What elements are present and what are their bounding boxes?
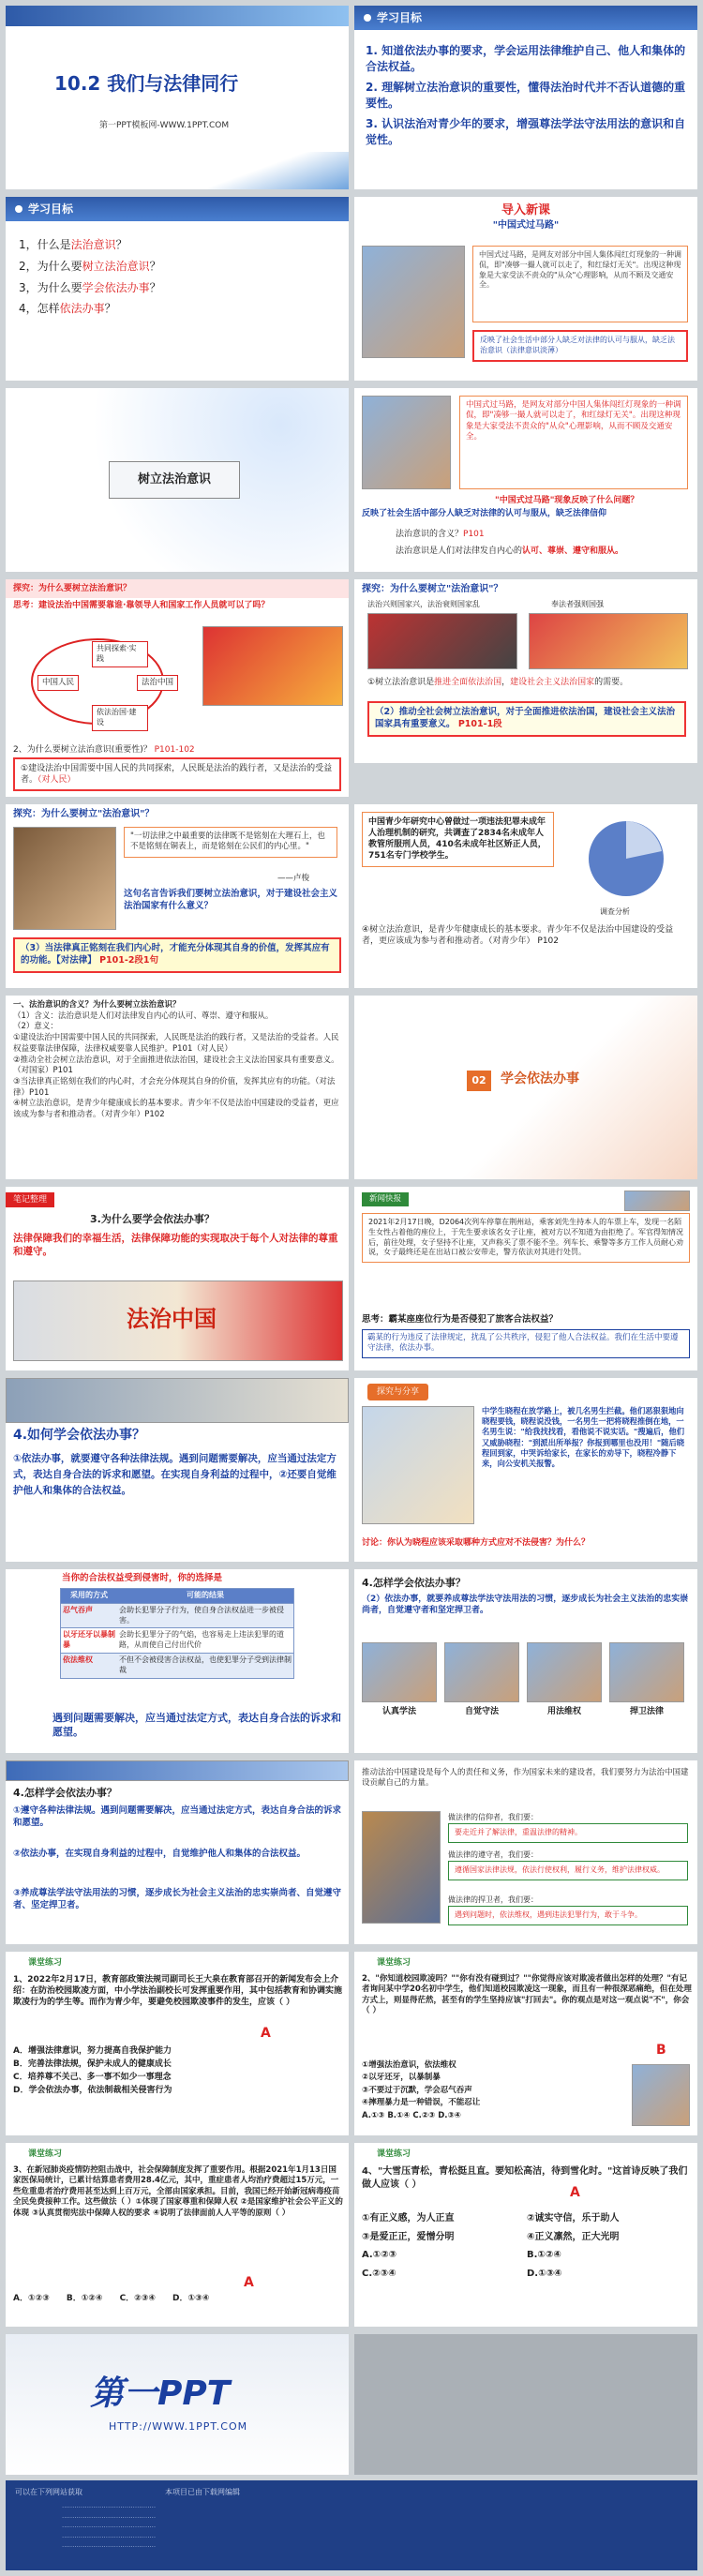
header-photo bbox=[6, 1760, 349, 1781]
how-question: 4.怎样学会依法办事？ bbox=[362, 1577, 466, 1589]
intro-quote: 中国式过马路，是网友对部分中国人集体闯红灯现象的一种调侃，即"凑够一撮人就可以走了，和红绿灯无关"。出现这种现象是大家受法不责众的"从众"心理影响，从而不顾及交通安全。 bbox=[472, 246, 688, 322]
rousseau-author: ——卢梭 bbox=[277, 874, 310, 883]
slide-title bbox=[6, 6, 349, 189]
goal-item: 2. 理解树立法治意识的重要性，懂得法治时代并不否认道德的重要性。 bbox=[366, 80, 686, 111]
slide-exercise-1 bbox=[6, 1952, 349, 2135]
summary-line: ①建设法治中国需要中国人民的共同探索，人民既是法治的践行者，又是法治的受益者。人民权益要靠法律保障，法律权威要靠人民维护。P101（对人民） bbox=[13, 1033, 339, 1054]
story-cartoon bbox=[362, 1406, 474, 1524]
leader-photo bbox=[367, 613, 517, 669]
news-think: 思考：霸某座座位行为是否侵犯了旅客合法权益？ bbox=[362, 1314, 559, 1325]
slide-section-2 bbox=[354, 996, 697, 1179]
question-2: 法治意识的含义？P101 bbox=[396, 530, 485, 539]
slide-how-1 bbox=[6, 1378, 349, 1562]
question-item: 4，怎样依法办事？ bbox=[19, 302, 116, 316]
survey-pie bbox=[570, 814, 682, 907]
title-bar bbox=[6, 6, 349, 26]
how-point-3: ③养成尊法学法守法用法的习惯，逐步成长为社会主义法治的忠实崇尚者、自觉遵守者、坚定捍卫者。 bbox=[13, 1888, 342, 1910]
why-question: 3.为什么要学会依法办事？ bbox=[90, 1213, 215, 1225]
option-1[interactable]: ①增强法治意识，依法维权 bbox=[362, 2060, 456, 2070]
survey-answer: ④树立法治意识，是青少年健康成长的基本要求。青少年不仅是法治中国建设的受益者，更应该成为参与者和推动者。（对青少年） P102 bbox=[362, 925, 674, 947]
exercise-answer: A bbox=[244, 2275, 254, 2290]
story-question: 讨论：你认为晓程应该采取哪种方式应对不法侵害？为什么？ bbox=[362, 1538, 591, 1548]
slide-subtitle: 第一PPT模板网-WWW.1PPT.COM bbox=[99, 121, 230, 130]
img-learn bbox=[362, 1642, 437, 1702]
build-intro: 推动法治中国建设是每个人的责任和义务，作为国家未来的建设者，我们要努力为法治中国建设贡献自己的力量。 bbox=[362, 1768, 689, 1789]
answer-1: 反映了社会生活中部分人缺乏对法律的认可与服从，缺乏法律信仰 bbox=[362, 509, 607, 518]
story-text: 中学生晓程在放学路上，被几名男生拦截。他们恶狠狠地向晓程要钱，晓程说没钱，一名男生一把将晓程推倒在地，一名男生说："给我找找看，看他说不说实话。"搜遍后，他们又威胁晓程："到派出所举报？你报到哪里也没用！"随后晓程回到家，中哭诉给家长，在家长的劝导下，晓程冷静下来，向公安机关报警。 bbox=[482, 1406, 685, 1468]
exercise-question: 1、2022年2月17日，教育部政策法规司副司长王大泉在教育部召开的新闻发布会上介绍：在防治校园欺凌方面，中小学法治副校长可发挥重要作用，其中包括教育和协调实施欺凌行为的学生等。而作为青少年，要避免校园欺凌事件的发生，应该（ ） bbox=[13, 1975, 343, 2008]
exercise-tag: 课堂练习 bbox=[28, 1958, 63, 1968]
exercise-question: 4、"大雪压青松，青松挺且直。要知松高洁，待到雪化时。"这首诗反映了我们做人应该（ ） bbox=[362, 2166, 688, 2190]
node-china: 法治中国 bbox=[137, 675, 178, 691]
label-learn: 认真学法 bbox=[381, 1707, 416, 1716]
brand-url: HTTP://WWW.1PPT.COM bbox=[109, 2420, 248, 2433]
option-1[interactable]: ①有正义感，为人正直 bbox=[362, 2213, 455, 2224]
a-importance: ①建设法治中国需要中国人民的共同探索，人民既是法治的践行者，又是法治的受益者。（对人民） bbox=[13, 757, 341, 791]
build-item: 做法律的捍卫者，我们要： 遇到问题时，依法维权，遇到违法犯罪行为，敢于斗争。 bbox=[448, 1895, 688, 1925]
label-obey: 自觉守法 bbox=[464, 1707, 499, 1716]
rousseau-quote: "一切法律之中最重要的法律既不是铭刻在大理石上，也不是铭刻在铜表上，而是铭刻在公民们的内心里。" bbox=[124, 827, 337, 858]
slide-rousseau bbox=[6, 804, 349, 988]
question-1: "中国式过马路"现象反映了什么问题？ bbox=[495, 496, 639, 505]
slide-summary-1 bbox=[6, 996, 349, 1179]
table-row: 依法维权 不但不会被侵害合法权益，也使犯罪分子受到法律制裁 bbox=[61, 1653, 293, 1678]
tiananmen-photo bbox=[529, 613, 688, 669]
table-row: 以牙还牙以暴制暴 会助长犯罪分子的气焰，也容易走上违法犯罪的道路，从而使自己付出代价 bbox=[61, 1627, 293, 1653]
question-item: 2，为什么要树立法治意识？ bbox=[19, 259, 161, 273]
crosswalk-photo bbox=[362, 396, 451, 489]
option-2[interactable]: ②以牙还牙，以暴制暴 bbox=[362, 2073, 441, 2083]
story-tag: 探究与分享 bbox=[367, 1384, 428, 1400]
rousseau-question: 这句名言告诉我们要树立法治意识，对于建设社会主义法治国家有什么意义？ bbox=[124, 889, 338, 911]
section-label: 树立法治意识 bbox=[109, 461, 240, 499]
ad-footer bbox=[6, 2480, 697, 2570]
slide-goals bbox=[354, 6, 697, 189]
rousseau-portrait bbox=[13, 827, 116, 930]
point-2: （2）推动全社会树立法治意识，对于全面推进依法治国，建设社会主义法治国家具有重要意义。 P101-1段 bbox=[367, 701, 686, 737]
summary-line: （2）意义： bbox=[13, 1022, 58, 1032]
table-row: 忍气吞声 会助长犯罪分子行为，使自身合法权益进一步被侵害。 bbox=[61, 1603, 293, 1628]
slide-story bbox=[354, 1378, 697, 1562]
slide-how-3 bbox=[6, 1760, 349, 1944]
rally-photo bbox=[202, 626, 343, 706]
answer-strip bbox=[6, 741, 349, 797]
decoration bbox=[208, 152, 349, 189]
survey-text: 中国青少年研究中心曾做过一项违法犯罪未成年人治理机制的研究，共调查了2834名未成年人教管所服刑人员，410名未成年社区矫正人员，751名专门学校学生。 bbox=[362, 812, 554, 867]
option-d[interactable]: D．学会依法办事，依法制裁相关侵害行为 bbox=[13, 2086, 172, 2096]
how-answer: （2）依法办事，就要养成尊法学法守法用法的习惯，逐步成长为社会主义法治的忠实崇尚者，自觉遵守者和坚定捍卫者。 bbox=[362, 1595, 689, 1616]
intro-answer: 反映了社会生活中部分人缺乏对法律的认可与服从，缺乏法治意识（法律意识淡薄） bbox=[472, 330, 688, 362]
choice-conclusion: 遇到问题需要解决，应当通过法定方式，表达自身合法的诉求和愿望。 bbox=[52, 1712, 341, 1738]
label-defend: 用法维权 bbox=[546, 1707, 581, 1716]
slide-exercise-2 bbox=[354, 1952, 697, 2135]
slide-choice bbox=[6, 1569, 349, 1753]
col-head: 采用的方式 bbox=[70, 1591, 108, 1599]
slide-section-1 bbox=[6, 388, 349, 572]
col-head: 可能的结果 bbox=[187, 1591, 224, 1599]
option-d[interactable]: D.①③④ bbox=[527, 2268, 562, 2279]
law-banner-text: 法治中国 bbox=[127, 1306, 217, 1332]
news-text: 2021年2月17日晚，D2064次列车停靠在荆州站，乘客刘先生持本人的车票上车，发现一名陌生女性占着他的座位上，于先生要求该名女子让座，被对方以不知道为由拒绝了。军官得知情况后，前往处理，女子坚持不让座，又声称买了票不能不坐。列车长、乘警等多方工作人员耐心劝说，女子最终还是在出站口被公安带走，警方依法对其进行处罚。 bbox=[362, 1213, 690, 1263]
exercise-tag: 课堂练习 bbox=[28, 2149, 63, 2159]
how-answer: ①依法办事，就要遵守各种法律法规。遇到问题需要解决，应当通过法定方式，表达自身合法的诉求和愿望。在实现自身利益的过程中，②还要自觉维护他人和集体的合法权益。 bbox=[13, 1453, 337, 1496]
choice-table bbox=[60, 1588, 294, 1679]
exercise-answer: A bbox=[570, 2185, 580, 2200]
img-uphold-law bbox=[609, 1642, 684, 1702]
intro-sub: "中国式过马路" bbox=[492, 219, 560, 231]
slide-news bbox=[354, 1187, 697, 1370]
summary-line: 一、法治意识的含义？为什么要树立法治意识？ bbox=[13, 1000, 181, 1010]
option-d[interactable]: D．①③④ bbox=[172, 2294, 210, 2303]
pie-label: 调查分析 bbox=[600, 907, 630, 916]
why-answer: 法律保障我们的幸福生活，法律保障功能的实现取决于每个人对法律的尊重和遵守。 bbox=[13, 1233, 338, 1258]
ad-gray-panel bbox=[354, 2334, 697, 2475]
crossing-quote: 中国式过马路，是网友对部分中国人集体闯红灯现象的一种调侃，即"凑够一撮人就可以走了，和红绿灯无关"。出现这种现象是大家受法不责众的"从众"心理影响，从而不顾及交通安全。 bbox=[459, 396, 688, 489]
exercise-answer: B bbox=[656, 2043, 666, 2058]
option-c[interactable]: C.②③④ bbox=[362, 2268, 396, 2279]
summary-line: ③当法律真正铭刻在我们的内心时，才会充分体现其自身的价值，发挥其应有的功能。（对法律）P101 bbox=[13, 1077, 336, 1098]
slide-exercise-4 bbox=[354, 2143, 697, 2327]
option-b[interactable]: B．完善法律法规，保护未成人的健康成长 bbox=[13, 2059, 172, 2070]
slide-build bbox=[354, 1760, 697, 1944]
option-a[interactable]: A.①②③ bbox=[362, 2250, 397, 2260]
exercise-tag: 课堂练习 bbox=[377, 1958, 411, 1968]
exercise-tag: 课堂练习 bbox=[377, 2149, 411, 2159]
summary-line: ④树立法治意识，是青少年健康成长的基本要求。青少年不仅是法治中国建设的受益者，更应该成为参与者和推动者。（对青少年）P102 bbox=[13, 1099, 339, 1120]
dome-photo bbox=[6, 1378, 349, 1423]
footer-col2: 本项目已由下载网编辑 bbox=[165, 2488, 240, 2496]
slide-intro bbox=[354, 197, 697, 381]
build-item: 做法律的遵守者，我们要： 遵循国家法律法规，依法行使权利，履行义务，维护法律权威。 bbox=[448, 1850, 688, 1880]
option-c[interactable]: C．培养尊不关己、多一事不如少一事理念 bbox=[13, 2073, 172, 2083]
caption-2: 奉法者强则国强 bbox=[551, 600, 604, 608]
rousseau-answer: （3）当法律真正铭刻在我们内心时，才能充分体现其自身的价值，发挥其应有的功能。【对法律】 P101-2段1句 bbox=[13, 937, 341, 973]
option-choices[interactable]: A.①③ B.①④ C.②③ D.③④ bbox=[362, 2110, 461, 2120]
how-question: 4.怎样学会依法办事？ bbox=[13, 1787, 117, 1799]
label-uphold: 捍卫法律 bbox=[629, 1707, 664, 1716]
option-4[interactable]: ④摔理暴力是一种错误，不能忍让 bbox=[362, 2098, 481, 2108]
slide-title-text: 10.2 我们与法律同行 bbox=[54, 72, 239, 95]
img-obey bbox=[444, 1642, 519, 1702]
node-explore: 共同探索·实践 bbox=[92, 641, 148, 667]
slide-how-2 bbox=[354, 1569, 697, 1753]
slide-explore-1 bbox=[6, 579, 349, 763]
question-item: 1，什么是法治意识？ bbox=[19, 238, 127, 251]
intro-title: 导入新课 bbox=[501, 203, 550, 217]
slide-exercise-3 bbox=[6, 2143, 349, 2327]
point-1: ①树立法治意识是推进全面依法治国，建设社会主义法治国家的需要。 bbox=[367, 678, 629, 687]
option-2[interactable]: ②诚实守信，乐于助人 bbox=[527, 2213, 620, 2224]
crosswalk-photo bbox=[362, 246, 465, 358]
option-c[interactable]: C．②③④ bbox=[119, 2294, 157, 2303]
answer-2: 法治意识是人们对法律发自内心的认可、尊崇、遵守和服从。 bbox=[396, 547, 624, 556]
how-point-1: ①遵守各种法律法规。遇到问题需要解决，应当通过法定方式，表达自身合法的诉求和愿望。 bbox=[13, 1805, 342, 1828]
summary-line: （1）含义：法治意识是人们对法律发自内心的认可、尊崇、遵守和服从。 bbox=[13, 1011, 274, 1021]
option-4[interactable]: ④正义凛然，正大光明 bbox=[527, 2231, 620, 2242]
option-b[interactable]: B．①②④ bbox=[66, 2294, 103, 2303]
exercise-answer: A bbox=[261, 2026, 271, 2041]
explore-title: 探究：为什么要树立法治意识？ bbox=[6, 579, 349, 598]
brand-logo: 第一PPT bbox=[90, 2374, 231, 2413]
section-header: 学习目标 bbox=[6, 197, 349, 221]
footer-col1: 可以在下列网站获取 bbox=[15, 2488, 82, 2496]
option-a[interactable]: A．增强法律意识，努力提高自我保护能力 bbox=[13, 2046, 172, 2056]
goal-item: 3. 认识法治对青少年的要求，增强尊法学法守法用法的意识和自觉性。 bbox=[366, 116, 686, 146]
q-importance: 2、为什么要树立法治意识(重要性)？ P101-102 bbox=[13, 745, 195, 755]
think-text: 思考：建设法治中国需要靠谁·靠领导人和国家工作人员就可以了吗？ bbox=[13, 601, 270, 611]
img-defend-rights bbox=[527, 1642, 602, 1702]
note-tag: 笔记整理 bbox=[6, 1192, 54, 1207]
option-a[interactable]: A．①②③ bbox=[13, 2294, 50, 2303]
question-item: 3，为什么要学会依法办事？ bbox=[19, 280, 161, 294]
section-header: 学习目标 bbox=[354, 6, 697, 30]
choice-title: 当你的合法权益受到侵害时，你的选择是 bbox=[62, 1573, 223, 1583]
section-num: 02 bbox=[467, 1071, 491, 1091]
slide-why-law bbox=[6, 1187, 349, 1370]
ad-logo-panel bbox=[6, 2334, 349, 2475]
news-tag: 新闻快报 bbox=[362, 1192, 409, 1206]
law-banner bbox=[13, 1281, 343, 1361]
exercise-question: 3、在新冠肺炎疫情防控阻击战中，社会保障制度发挥了重要作用。根据2021年1月13日国家医保局统计，已累计结算患者费用28.4亿元，其中，重症患者人均治疗费超过15万元，一些危重患者治疗费用甚至达到上百万元，全部由国家承担。目前，我国已经开始新冠病毒疫苗全民免费接种工作。这些做法（ ）①体现了国家尊重和保障人权 ②是国家维护社会公平正义的体现 ③认真贯彻宪法中保障人权的要求 ④说明了法律面前人人平等的原则（ ） bbox=[13, 2165, 343, 2218]
footer-links: ············································· ············································· ············································· ············································· ············································· bbox=[62, 2504, 157, 2551]
how-question: 4.如何学会依法办事？ bbox=[13, 1428, 146, 1443]
explore-title: 探究：为什么要树立"法治意识"？ bbox=[362, 584, 503, 594]
option-b[interactable]: B.①②④ bbox=[527, 2250, 561, 2260]
node-build: 依法治国·建设 bbox=[92, 705, 148, 731]
slide-goals-2 bbox=[6, 197, 349, 381]
books-photo bbox=[362, 1811, 441, 1924]
summary-line: ②推动全社会树立法治意识，对于全面推进依法治国，建设社会主义法治国家具有重要意义。（对国家）P101 bbox=[13, 1055, 339, 1076]
build-item: 做法律的信仰者，我们要： 要走近并了解法律，重温法律的精神。 bbox=[448, 1813, 688, 1843]
how-point-2: ②依法办事，在实现自身利益的过程中，自觉维护他人和集体的合法权益。 bbox=[13, 1849, 307, 1859]
slide-explore-2 bbox=[354, 579, 697, 763]
news-answer: 霸某的行为违反了法律规定，扰乱了公共秩序，侵犯了他人合法权益。我们在生活中要遵守法律，依法办事。 bbox=[362, 1329, 690, 1358]
option-3[interactable]: ③是爱正正，爱憎分明 bbox=[362, 2231, 455, 2242]
slide-survey bbox=[354, 804, 697, 988]
explore-title: 探究：为什么要树立"法治意识"？ bbox=[13, 809, 155, 819]
exercise-question: 2、"你知道校园欺凌吗？""你有没有碰到过？""你觉得应该对欺凌者做出怎样的处理？"有记者询问某中学20名初中学生，他们知道校园欺凌这一现象，而且有一种很深恶痛绝，但在处理方式上，则显得茫然，甚至有的学生坚持应该"打回去"。你的观点是对这一观点说"不"，你会（ ） bbox=[362, 1974, 692, 2016]
caption-1: 法治兴则国家兴，法治衰则国家乱 bbox=[367, 600, 480, 608]
goal-item: 1. 知道依法办事的要求，学会运用法律维护自己、他人和集体的合法权益。 bbox=[366, 44, 686, 74]
section-title: 学会依法办事 bbox=[501, 1071, 579, 1086]
option-3[interactable]: ③不要过于沉默，学会忍气吞声 bbox=[362, 2085, 472, 2095]
node-people: 中国人民 bbox=[37, 675, 79, 691]
train-photo bbox=[624, 1191, 690, 1211]
slide-crossing bbox=[354, 388, 697, 572]
student-photo bbox=[632, 2064, 690, 2126]
